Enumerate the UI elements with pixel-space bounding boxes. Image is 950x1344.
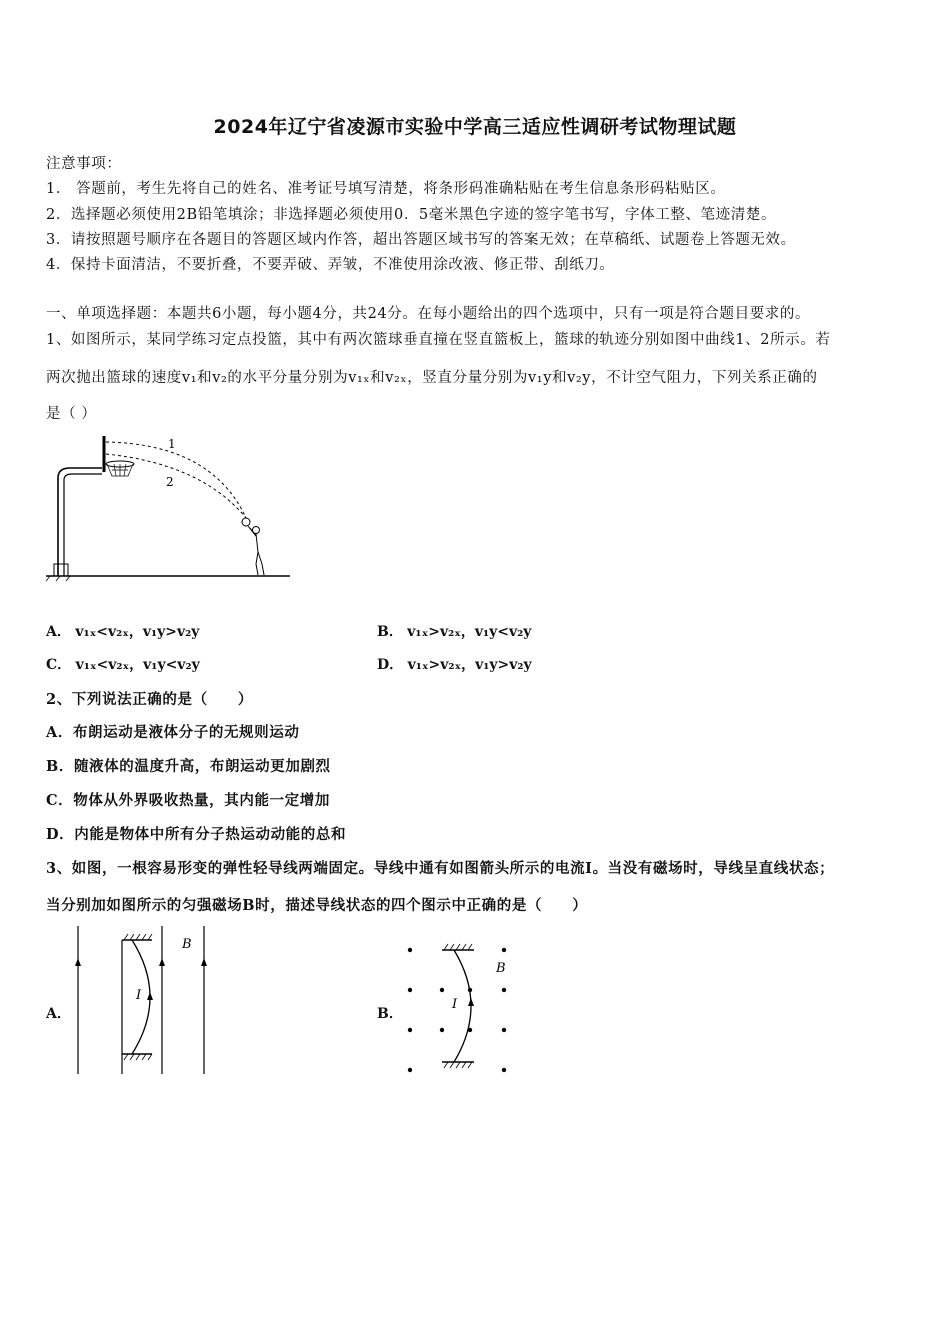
q1-option-c[interactable] xyxy=(46,654,200,674)
q3-stem-line2: 当分别加如图所示的匀强磁场B时，描述导线状态的四个图示中正确的是（ ） xyxy=(46,897,588,914)
q1-option-a-text: v₁ₓ<v₂ₓ，v₁y>v₂y xyxy=(75,624,200,640)
page-title: 2024年辽宁省凌源市实验中学高三适应性调研考试物理试题 xyxy=(213,116,737,138)
q1-option-b[interactable] xyxy=(377,621,531,641)
notice-item-1: 1． 答题前，考生先将自己的姓名、准考证号填写清楚，将条形码准确粘贴在考生信息条形码粘贴区。 xyxy=(46,181,726,197)
notice-heading: 注意事项： xyxy=(46,156,122,172)
q3-figure-a xyxy=(66,922,216,1082)
q1-option-b-letter: B． xyxy=(377,624,403,640)
q1-stem-line3: 是（ ） xyxy=(46,406,97,422)
q3-figure-b xyxy=(398,938,518,1078)
q3-option-a-letter[interactable]: A． xyxy=(46,1006,71,1022)
q1-option-d[interactable] xyxy=(377,654,532,674)
q2-option-c[interactable]: C．物体从外界吸收热量，其内能一定增加 xyxy=(46,792,330,809)
q1-stem-line2: 两次抛出篮球的速度v₁和v₂的水平分量分别为v₁ₓ和v₂ₓ，竖直分量分别为v₁y和v₂y，不计空气阻力，下列关系正确的 xyxy=(46,370,818,386)
q3-a-current-label: I xyxy=(136,988,142,1003)
q2-option-d[interactable]: D．内能是物体中所有分子热运动动能的总和 xyxy=(46,826,347,843)
q3-option-b-letter[interactable]: B． xyxy=(377,1006,403,1022)
section-heading: 一、单项选择题：本题共6小题，每小题4分，共24分。在每小题给出的四个选项中，只有一项是符合题目要求的。 xyxy=(46,306,811,322)
q3-b-field-label: B xyxy=(496,961,506,976)
trajectory-label-2: 2 xyxy=(166,475,174,489)
q2-stem: 2、下列说法正确的是（ ） xyxy=(46,691,253,708)
q3-stem-line1: 3、如图，一根容易形变的弹性轻导线两端固定。导线中通有如图箭头所示的电流I。当没有磁场时，导线呈直线状态； xyxy=(46,860,835,877)
q1-option-d-text: v₁ₓ>v₂ₓ，v₁y>v₂y xyxy=(407,657,532,673)
player-figure xyxy=(242,518,264,575)
q1-option-c-text: v₁ₓ<v₂ₓ，v₁y<v₂y xyxy=(75,657,200,673)
notice-item-3: 3．请按照题号顺序在各题目的答题区域内作答，超出答题区域书写的答案无效；在草稿纸、试题卷上答题无效。 xyxy=(46,232,796,248)
q3-b-current-label: I xyxy=(452,997,458,1012)
trajectory-label-1: 1 xyxy=(168,437,176,451)
q2-option-a[interactable]: A．布朗运动是液体分子的无规则运动 xyxy=(46,724,300,741)
notice-item-4: 4．保持卡面清洁，不要折叠，不要弄破、弄皱，不准使用涂改液、修正带、刮纸刀。 xyxy=(46,257,615,273)
q2-option-b[interactable]: B．随液体的温度升高，布朗运动更加剧烈 xyxy=(46,758,331,775)
q1-option-c-letter: C． xyxy=(46,657,72,673)
q1-option-b-text: v₁ₓ>v₂ₓ，v₁y<v₂y xyxy=(407,624,532,640)
q1-stem-line1: 1、如图所示，某同学练习定点投篮，其中有两次篮球垂直撞在竖直篮板上，篮球的轨迹分别如图中曲线1、2所示。若 xyxy=(46,332,831,348)
q3-a-field-label: B xyxy=(182,937,192,952)
basketball-figure xyxy=(42,430,302,582)
q1-option-a-letter: A． xyxy=(46,624,71,640)
notice-item-2: 2．选择题必须使用2B铅笔填涂；非选择题必须使用0．5毫米黑色字迹的签字笔书写，字体工整、笔迹清楚。 xyxy=(46,207,777,223)
q1-option-d-letter: D． xyxy=(377,657,404,673)
q1-option-a[interactable] xyxy=(46,621,199,641)
